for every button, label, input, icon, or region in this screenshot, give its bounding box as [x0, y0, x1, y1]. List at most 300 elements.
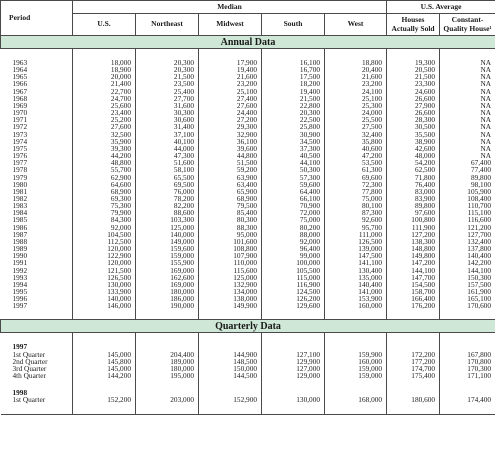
- cell-value: 203,000: [136, 396, 199, 403]
- cell-value: 16,100: [262, 59, 325, 66]
- cell-value: 144,200: [73, 372, 136, 379]
- cell-value: NA: [440, 123, 495, 130]
- row-period: 1989: [12, 244, 28, 254]
- cell-value: 19,400: [262, 88, 325, 95]
- cell-value: 68,900: [73, 188, 136, 195]
- cell-value: NA: [440, 59, 495, 66]
- cell-value: 80,100: [325, 202, 387, 209]
- row-period: 1963: [12, 58, 28, 67]
- cell-value: 159,000: [325, 365, 387, 372]
- cell-value: 31,600: [136, 102, 199, 109]
- cell-value: 55,700: [73, 166, 136, 173]
- cell-value: 17,500: [262, 73, 325, 80]
- quarterly-section-label: Quarterly Data: [1, 320, 495, 333]
- cell-value: 180,000: [136, 365, 199, 372]
- cell-value: 149,800: [387, 252, 440, 259]
- cell-value: 54,200: [387, 159, 440, 166]
- cell-value: 42,600: [387, 145, 440, 152]
- cell-value: 115,600: [199, 267, 262, 274]
- cell-value: 170,600: [440, 302, 495, 309]
- cell-value: 115,100: [440, 209, 495, 216]
- cell-value: 176,200: [387, 302, 440, 309]
- cell-value: 75,000: [325, 195, 387, 202]
- cell-value: 25,100: [199, 88, 262, 95]
- cell-value: NA: [440, 152, 495, 159]
- col-header-south: South: [262, 14, 325, 36]
- row-period: 1977: [12, 158, 28, 168]
- cell-value: 18,000: [73, 59, 136, 66]
- cell-value: 107,900: [199, 252, 262, 259]
- row-period: 1973: [12, 129, 28, 139]
- cell-value: 18,900: [73, 66, 136, 73]
- cell-value: 138,300: [387, 238, 440, 245]
- row-period: 1978: [12, 165, 28, 175]
- cell-value: 147,200: [387, 259, 440, 266]
- cell-value: 44,200: [73, 152, 136, 159]
- cell-value: 147,700: [387, 274, 440, 281]
- cell-value: 140,000: [73, 295, 136, 302]
- cell-value: 22,800: [262, 102, 325, 109]
- cell-value: 27,600: [199, 102, 262, 109]
- cell-value: 92,600: [325, 216, 387, 223]
- cell-value: 133,900: [73, 288, 136, 295]
- row-period: 1996: [12, 294, 28, 304]
- cell-value: 141,000: [325, 288, 387, 295]
- cell-value: NA: [440, 66, 495, 73]
- cell-value: 21,400: [73, 80, 136, 87]
- cell-value: 171,100: [440, 372, 495, 379]
- cell-value: 129,900: [262, 358, 325, 365]
- row-period: 1981: [12, 186, 28, 196]
- row-period: 1984: [12, 208, 28, 218]
- cell-value: 135,000: [325, 274, 387, 281]
- cell-value: 51,500: [199, 159, 262, 166]
- row-period: 1985: [12, 215, 28, 225]
- cell-value: 147,500: [325, 252, 387, 259]
- col-header-us: U.S.: [73, 14, 136, 36]
- cell-value: NA: [440, 131, 495, 138]
- cell-value: 155,900: [136, 259, 199, 266]
- cell-value: 47,300: [136, 152, 199, 159]
- cell-value: 126,500: [73, 274, 136, 281]
- cell-value: 159,000: [325, 372, 387, 379]
- cell-value: 121,500: [73, 267, 136, 274]
- row-period: 1st Quarter: [12, 349, 46, 359]
- cell-value: 157,500: [440, 281, 495, 288]
- cell-value: 85,400: [199, 209, 262, 216]
- row-period: 1971: [12, 115, 28, 125]
- cell-value: 22,500: [262, 116, 325, 123]
- cell-value: 37,300: [262, 145, 325, 152]
- cell-value: 20,400: [325, 66, 387, 73]
- cell-value: 21,600: [325, 73, 387, 80]
- cell-value: 68,900: [199, 195, 262, 202]
- cell-value: 140,400: [440, 252, 495, 259]
- cell-value: 189,000: [136, 358, 199, 365]
- cell-value: 58,100: [136, 166, 199, 173]
- cell-value: 21,500: [136, 73, 199, 80]
- cell-value: 44,000: [136, 145, 199, 152]
- cell-value: NA: [440, 88, 495, 95]
- cell-value: 70,900: [262, 202, 325, 209]
- cell-value: 149,900: [199, 302, 262, 309]
- cell-value: 67,400: [440, 159, 495, 166]
- cell-value: 129,600: [262, 302, 325, 309]
- cell-value: 112,500: [73, 238, 136, 245]
- row-period: 1987: [12, 229, 28, 239]
- cell-value: 95,700: [325, 224, 387, 231]
- cell-value: 167,800: [440, 351, 495, 358]
- cell-value: 110,000: [199, 259, 262, 266]
- cell-value: 105,900: [440, 188, 495, 195]
- cell-value: 32,500: [73, 131, 136, 138]
- cell-value: 170,300: [440, 365, 495, 372]
- cell-value: 130,000: [262, 396, 325, 403]
- cell-value: 30,600: [136, 116, 199, 123]
- cell-value: 89,800: [440, 174, 495, 181]
- row-period: 1991: [12, 258, 28, 268]
- cell-value: 20,300: [136, 59, 199, 66]
- cell-value: 18,200: [262, 80, 325, 87]
- cell-value: 26,600: [387, 109, 440, 116]
- row-period: 1986: [12, 222, 28, 232]
- cell-value: 172,200: [387, 351, 440, 358]
- cell-value: 78,200: [136, 195, 199, 202]
- cell-value: 72,300: [325, 181, 387, 188]
- cell-value: 144,900: [199, 351, 262, 358]
- cell-value: 59,200: [199, 166, 262, 173]
- row-period: 1974: [12, 136, 28, 146]
- cell-value: 25,600: [73, 102, 136, 109]
- cell-value: 130,000: [73, 281, 136, 288]
- cell-value: 116,600: [440, 216, 495, 223]
- cell-value: 32,900: [199, 131, 262, 138]
- cell-value: 18,800: [325, 59, 387, 66]
- cell-value: 126,200: [262, 295, 325, 302]
- annual-section-label: Annual Data: [1, 36, 495, 49]
- cell-value: NA: [440, 80, 495, 87]
- cell-value: 17,900: [199, 59, 262, 66]
- cell-value: 25,500: [325, 116, 387, 123]
- cell-value: 145,000: [73, 365, 136, 372]
- cell-value: 50,300: [262, 166, 325, 173]
- cell-value: 99,000: [262, 252, 325, 259]
- cell-value: 20,300: [136, 66, 199, 73]
- cell-value: 21,600: [199, 73, 262, 80]
- row-period: 1993: [12, 272, 28, 282]
- cell-value: 148,500: [199, 358, 262, 365]
- cell-value: 92,000: [262, 238, 325, 245]
- row-period: 1983: [12, 201, 28, 211]
- cell-value: 62,900: [73, 174, 136, 181]
- quarterly-rows: [1, 333, 495, 414]
- table-row: [1, 372, 495, 379]
- cell-value: 161,900: [440, 288, 495, 295]
- cell-value: 69,500: [136, 181, 199, 188]
- cell-value: 121,200: [440, 224, 495, 231]
- cell-value: 24,000: [325, 109, 387, 116]
- cell-value: 71,800: [387, 174, 440, 181]
- cell-value: 140,400: [325, 281, 387, 288]
- cell-value: 97,600: [387, 209, 440, 216]
- cell-value: 88,600: [136, 209, 199, 216]
- cell-value: 145,800: [73, 358, 136, 365]
- cell-value: 138,000: [199, 295, 262, 302]
- cell-value: 83,000: [387, 188, 440, 195]
- cell-value: 108,400: [440, 195, 495, 202]
- cell-value: 75,000: [262, 216, 325, 223]
- cell-value: 69,600: [325, 174, 387, 181]
- cell-value: 23,200: [325, 80, 387, 87]
- row-period: 3rd Quarter: [12, 363, 47, 373]
- cell-value: 111,000: [325, 231, 387, 238]
- cell-value: 146,000: [73, 302, 136, 309]
- col-header-houses-sold: Houses Actually Sold: [387, 14, 440, 36]
- cell-value: 20,500: [387, 66, 440, 73]
- cell-value: 79,500: [199, 202, 262, 209]
- cell-value: 76,400: [387, 181, 440, 188]
- cell-value: 115,000: [262, 274, 325, 281]
- cell-value: 169,000: [136, 281, 199, 288]
- cell-value: 20,000: [73, 73, 136, 80]
- cell-value: 139,000: [325, 245, 387, 252]
- quarter-year-label: 1997: [12, 342, 28, 352]
- cell-value: 101,600: [199, 238, 262, 245]
- cell-value: 21,500: [262, 95, 325, 102]
- cell-value: 30,500: [387, 123, 440, 130]
- cell-value: 23,200: [199, 80, 262, 87]
- cell-value: 177,200: [387, 358, 440, 365]
- cell-value: 76,000: [136, 188, 199, 195]
- cell-value: 25,800: [262, 123, 325, 130]
- row-period: 1995: [12, 287, 28, 296]
- cell-value: NA: [440, 116, 495, 123]
- cell-value: 169,000: [136, 267, 199, 274]
- row-period: 1988: [12, 236, 28, 246]
- row-period: 1967: [12, 86, 28, 96]
- cell-value: 125,000: [199, 274, 262, 281]
- cell-value: 66,100: [262, 195, 325, 202]
- cell-value: 132,900: [199, 281, 262, 288]
- cell-value: 77,800: [325, 188, 387, 195]
- row-period: 1970: [12, 108, 28, 118]
- cell-value: 26,600: [387, 95, 440, 102]
- cell-value: 124,500: [262, 288, 325, 295]
- cell-value: 180,600: [387, 396, 440, 403]
- cell-value: 31,400: [136, 123, 199, 130]
- cell-value: 72,000: [262, 209, 325, 216]
- row-period: 1966: [12, 79, 28, 89]
- us-average-header: U.S. Average: [387, 1, 495, 14]
- row-period: 1st Quarter: [12, 395, 46, 405]
- cell-value: 34,500: [262, 138, 325, 145]
- cell-value: 140,000: [136, 231, 199, 238]
- cell-value: 88,300: [199, 224, 262, 231]
- cell-value: 122,900: [73, 252, 136, 259]
- cell-value: 40,100: [136, 138, 199, 145]
- cell-value: 83,900: [387, 195, 440, 202]
- cell-value: 38,900: [387, 138, 440, 145]
- cell-value: 30,900: [262, 131, 325, 138]
- cell-value: 148,800: [387, 245, 440, 252]
- cell-value: 20,300: [262, 109, 325, 116]
- cell-value: 160,000: [325, 358, 387, 365]
- cell-value: 40,600: [325, 145, 387, 152]
- cell-value: 120,000: [73, 245, 136, 252]
- cell-value: 166,400: [387, 295, 440, 302]
- cell-value: 39,600: [199, 145, 262, 152]
- cell-value: 144,100: [387, 267, 440, 274]
- cell-value: 39,300: [73, 145, 136, 152]
- cell-value: 132,400: [440, 238, 495, 245]
- cell-value: 64,400: [262, 188, 325, 195]
- cell-value: 62,500: [387, 166, 440, 173]
- cell-value: 35,800: [325, 138, 387, 145]
- cell-value: 47,200: [325, 152, 387, 159]
- row-period: 1964: [12, 65, 28, 75]
- cell-value: 48,000: [387, 152, 440, 159]
- cell-value: 82,200: [136, 202, 199, 209]
- cell-value: 77,400: [440, 166, 495, 173]
- cell-value: 25,100: [325, 95, 387, 102]
- cell-value: 92,000: [73, 224, 136, 231]
- cell-value: 162,600: [136, 274, 199, 281]
- period-header: Period: [1, 1, 73, 36]
- cell-value: 137,800: [440, 245, 495, 252]
- cell-value: 69,300: [73, 195, 136, 202]
- cell-value: 204,400: [136, 351, 199, 358]
- cell-value: 150,000: [199, 365, 262, 372]
- row-period: 1976: [12, 151, 28, 161]
- cell-value: 36,100: [199, 138, 262, 145]
- row-period: 1982: [12, 193, 28, 203]
- cell-value: 27,400: [199, 95, 262, 102]
- cell-value: 89,800: [387, 202, 440, 209]
- cell-value: 21,500: [387, 73, 440, 80]
- cell-value: 120,000: [73, 259, 136, 266]
- cell-value: 27,500: [325, 123, 387, 130]
- cell-value: 61,300: [325, 166, 387, 173]
- cell-value: 24,100: [325, 88, 387, 95]
- cell-value: 152,900: [199, 396, 262, 403]
- cell-value: 165,100: [440, 295, 495, 302]
- cell-value: 51,600: [136, 159, 199, 166]
- row-period: 1969: [12, 100, 28, 110]
- cell-value: 127,100: [262, 351, 325, 358]
- col-header-constant-quality: Constant-Quality House¹: [440, 14, 495, 36]
- cell-value: 127,700: [440, 231, 495, 238]
- row-period: 1992: [12, 265, 28, 275]
- cell-value: 100,800: [387, 216, 440, 223]
- row-period: 4th Quarter: [12, 371, 46, 381]
- cell-value: 23,300: [387, 80, 440, 87]
- cell-value: 29,300: [199, 123, 262, 130]
- cell-value: 16,700: [262, 66, 325, 73]
- cell-value: 30,300: [136, 109, 199, 116]
- cell-value: 103,300: [136, 216, 199, 223]
- cell-value: NA: [440, 73, 495, 80]
- cell-value: 134,000: [199, 288, 262, 295]
- cell-value: 27,600: [73, 123, 136, 130]
- cell-value: 152,200: [73, 396, 136, 403]
- row-period: 1968: [12, 93, 28, 103]
- cell-value: 28,300: [387, 116, 440, 123]
- cell-value: 57,300: [262, 174, 325, 181]
- row-period: 1972: [12, 122, 28, 132]
- cell-value: 27,700: [136, 95, 199, 102]
- cell-value: 168,000: [325, 396, 387, 403]
- cell-value: 116,900: [262, 281, 325, 288]
- cell-value: 174,700: [387, 365, 440, 372]
- cell-value: 144,100: [440, 267, 495, 274]
- cell-value: 35,900: [73, 138, 136, 145]
- row-period: 1975: [12, 143, 28, 153]
- cell-value: 87,300: [325, 209, 387, 216]
- row-period: 1979: [12, 172, 28, 182]
- cell-value: 88,000: [262, 231, 325, 238]
- median-header: Median: [73, 1, 387, 14]
- annual-rows: [1, 49, 495, 320]
- cell-value: NA: [440, 145, 495, 152]
- cell-value: 37,100: [136, 131, 199, 138]
- cell-value: 27,900: [387, 102, 440, 109]
- cell-value: 149,000: [136, 238, 199, 245]
- cell-value: 35,500: [387, 131, 440, 138]
- cell-value: 159,600: [136, 245, 199, 252]
- row-period: 2nd Quarter: [12, 356, 48, 366]
- cell-value: 24,400: [199, 109, 262, 116]
- cell-value: 19,400: [199, 66, 262, 73]
- cell-value: 80,300: [199, 216, 262, 223]
- cell-value: 25,300: [325, 102, 387, 109]
- cell-value: 79,900: [73, 209, 136, 216]
- cell-value: 159,000: [136, 252, 199, 259]
- cell-value: 27,200: [199, 116, 262, 123]
- cell-value: 105,500: [262, 267, 325, 274]
- cell-value: 190,000: [136, 302, 199, 309]
- row-period: 1994: [12, 279, 28, 289]
- cell-value: 44,800: [199, 152, 262, 159]
- cell-value: 111,900: [387, 224, 440, 231]
- row-period: 1997: [12, 301, 28, 311]
- col-header-northeast: Northeast: [136, 14, 199, 36]
- col-header-midwest: Midwest: [199, 14, 262, 36]
- cell-value: 53,500: [325, 159, 387, 166]
- quarter-year-label: 1998: [12, 388, 28, 398]
- cell-value: 125,000: [136, 224, 199, 231]
- cell-value: 159,900: [325, 351, 387, 358]
- cell-value: 59,600: [262, 181, 325, 188]
- cell-value: 22,700: [73, 88, 136, 95]
- cell-value: NA: [440, 102, 495, 109]
- cell-value: 75,300: [73, 202, 136, 209]
- cell-value: 110,700: [440, 202, 495, 209]
- cell-value: 24,700: [73, 95, 136, 102]
- cell-value: 154,500: [387, 281, 440, 288]
- row-period: 1965: [12, 72, 28, 82]
- cell-value: 64,600: [73, 181, 136, 188]
- cell-value: 25,200: [73, 116, 136, 123]
- cell-value: 126,500: [325, 238, 387, 245]
- cell-value: 174,400: [440, 396, 495, 403]
- cell-value: 129,000: [262, 372, 325, 379]
- cell-value: 98,100: [440, 181, 495, 188]
- cell-value: 48,800: [73, 159, 136, 166]
- cell-value: 23,400: [73, 109, 136, 116]
- cell-value: 195,000: [136, 372, 199, 379]
- cell-value: 95,000: [199, 231, 262, 238]
- cell-value: 186,000: [136, 295, 199, 302]
